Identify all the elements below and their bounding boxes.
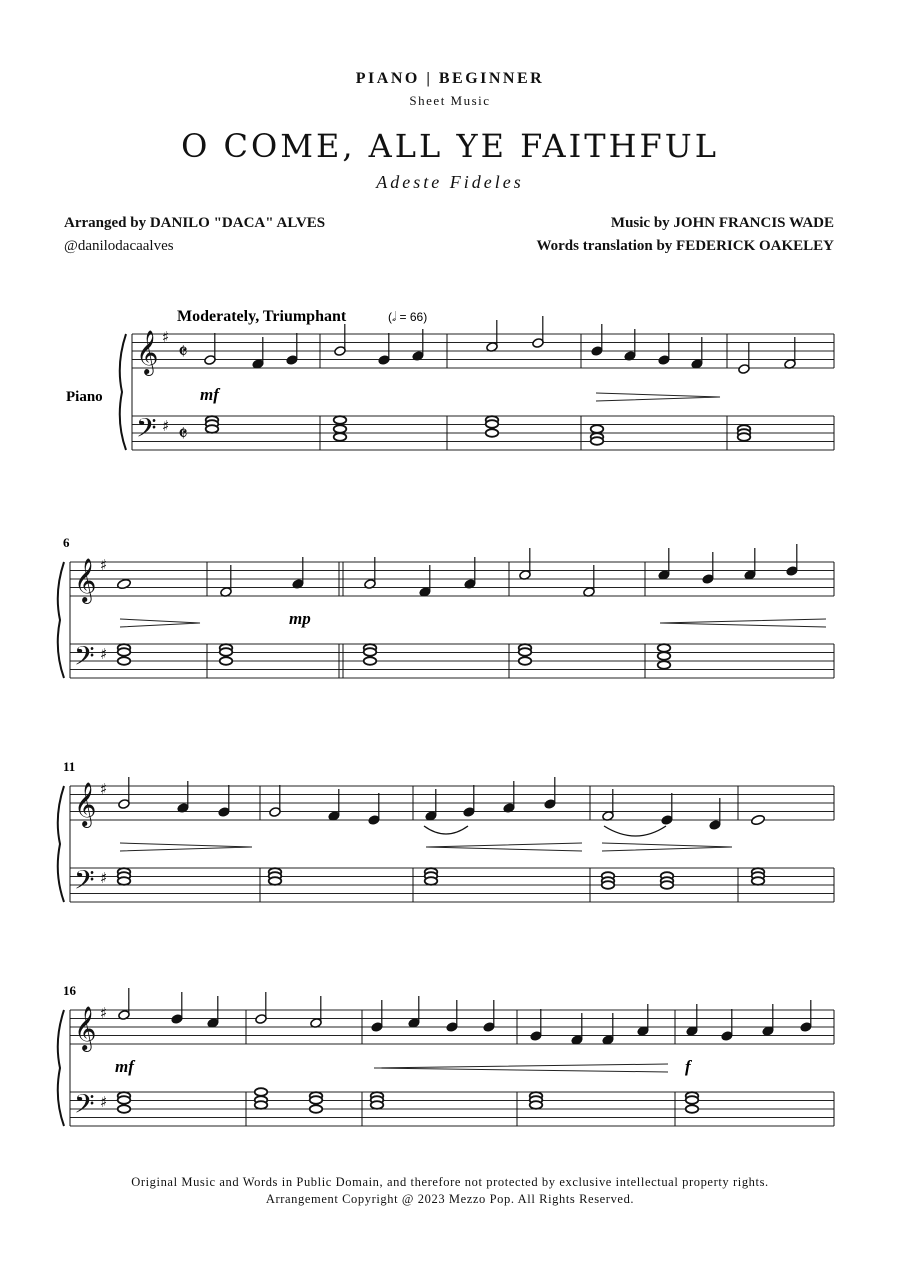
metronome-value: = 66: [399, 310, 424, 324]
tempo-marking: Moderately, Triumphant: [177, 308, 347, 325]
arranger-handle: @danilodacaalves: [64, 238, 174, 254]
system-1-bass-chord-note: [738, 433, 751, 441]
system-2-melody-note: [117, 578, 132, 590]
system-2-bass-chord-note: [658, 661, 671, 669]
dynamic-f: f: [685, 1057, 691, 1076]
composer-name: Music by JOHN FRANCIS WADE: [610, 215, 834, 231]
measure-number-16: 16: [63, 983, 76, 998]
public-domain-notice: Original Music and Words in Public Domain, and therefore not protected by exclusive intellectual property rights.: [131, 1175, 769, 1189]
system-4-bass-chord-note: [530, 1101, 543, 1109]
translator-name: Words translation by FEDERICK OAKELEY: [536, 238, 834, 254]
crescendo-hairpin: [660, 619, 826, 627]
half-note-icon: 𝅗𝅥: [392, 309, 397, 324]
system-1-bass-chord-note: [591, 437, 604, 445]
system-3-key-sharp-icon: ♯: [100, 869, 108, 887]
system-1-bass-chord-note: [334, 425, 347, 433]
system-3-bass-chord-note: [661, 881, 674, 889]
system-3-melody-note: [751, 814, 766, 826]
decrescendo-hairpin: [602, 843, 732, 851]
system-1-key-sharp-icon: ♯: [162, 417, 170, 435]
system-4-bass-chord-note: [310, 1096, 323, 1104]
system-2-bass-chord-note: [658, 652, 671, 660]
system-4-bass-chord-note: [255, 1101, 268, 1109]
system-1-bass-chord-note: [486, 429, 499, 437]
system-4-bass-clef-icon: 𝄢: [74, 1088, 95, 1126]
system-4-bass-chord-note: [686, 1105, 699, 1113]
arranger-name: Arranged by DANILO "DACA" ALVES: [64, 215, 326, 231]
system-2-key-sharp-icon: ♯: [100, 645, 108, 663]
dynamic-mf-1: mf: [200, 385, 219, 404]
system-1-bass-chord-note: [591, 425, 604, 433]
system-2-treble-clef-icon: 𝄞: [74, 558, 97, 602]
system-2-bass-chord-note: [118, 657, 131, 665]
decrescendo-hairpin: [596, 393, 720, 401]
system-2-bass-chord-note: [364, 648, 377, 656]
decrescendo-hairpin: [120, 619, 200, 627]
measure-number-11: 11: [63, 759, 76, 774]
system-1-bass-chord-note: [334, 433, 347, 441]
subseries-label: Sheet Music: [409, 93, 491, 108]
system-4-key-sharp-icon: ♯: [100, 1093, 108, 1111]
system-2-bass-chord-note: [220, 648, 233, 656]
system-3-bass-chord-note: [269, 877, 282, 885]
dynamic-mp: mp: [289, 609, 311, 628]
system-1-brace: [120, 334, 126, 450]
system-4-bass-chord-note: [255, 1088, 268, 1096]
system-2-bass-chord-note: [519, 648, 532, 656]
system-3-bass-chord-note: [602, 881, 615, 889]
system-2-bass-chord-note: [658, 644, 671, 652]
series-label: PIANO | BEGINNER: [355, 70, 545, 87]
system-4-bass-chord-note: [371, 1101, 384, 1109]
instrument-label: Piano: [66, 389, 103, 405]
system-4-brace: [58, 1010, 64, 1126]
decrescendo-hairpin: [120, 843, 252, 851]
system-2-key-sharp-icon: ♯: [100, 556, 108, 574]
system-1-key-sharp-icon: ♯: [162, 328, 170, 346]
metronome-marking: (𝅗𝅥 = 66): [388, 309, 428, 324]
system-2-bass-clef-icon: 𝄢: [74, 640, 95, 678]
system-2-bass-chord-note: [220, 657, 233, 665]
system-4-treble-clef-icon: 𝄞: [74, 1006, 97, 1050]
system-4-key-sharp-icon: ♯: [100, 1004, 108, 1022]
slur: [604, 826, 666, 836]
dynamic-mf-2: mf: [115, 1057, 134, 1076]
crescendo-hairpin: [374, 1064, 668, 1072]
system-1-bass-clef-icon: 𝄢: [136, 412, 157, 450]
system-1-bass-chord-note: [206, 425, 219, 433]
notation-graphics: [58, 316, 834, 1126]
crescendo-hairpin: [426, 843, 582, 851]
system-3-treble-clef-icon: 𝄞: [74, 782, 97, 826]
system-3-bass-clef-icon: 𝄢: [74, 864, 95, 902]
system-4-bass-chord-note: [118, 1105, 131, 1113]
system-2-bass-chord-note: [118, 648, 131, 656]
system-3-key-sharp-icon: ♯: [100, 780, 108, 798]
song-title: O COME, ALL YE FAITHFUL: [181, 127, 719, 165]
system-1-cut-time-icon: 𝄵: [178, 422, 188, 447]
system-3-bass-chord-note: [752, 877, 765, 885]
system-3-bass-chord-note: [425, 877, 438, 885]
system-4-bass-chord-note: [310, 1105, 323, 1113]
copyright-footer: [0, 1174, 900, 1208]
system-1-treble-clef-icon: 𝄞: [136, 330, 159, 374]
system-1-bass-chord-note: [486, 420, 499, 428]
system-2-bass-chord-note: [364, 657, 377, 665]
system-1-cut-time-icon: 𝄵: [178, 340, 188, 365]
system-1-bass-chord-note: [334, 416, 347, 424]
system-4-bass-chord-note: [686, 1096, 699, 1104]
measure-number-6: 6: [63, 535, 70, 550]
system-4-bass-chord-note: [118, 1096, 131, 1104]
system-2-brace: [58, 562, 64, 678]
system-3-brace: [58, 786, 64, 902]
system-2-bass-chord-note: [519, 657, 532, 665]
song-subtitle: Adeste Fideles: [376, 172, 524, 192]
slur: [424, 826, 468, 834]
system-3-bass-chord-note: [118, 877, 131, 885]
arrangement-copyright: Arrangement Copyright @ 2023 Mezzo Pop. All Rights Reserved.: [265, 1192, 635, 1206]
